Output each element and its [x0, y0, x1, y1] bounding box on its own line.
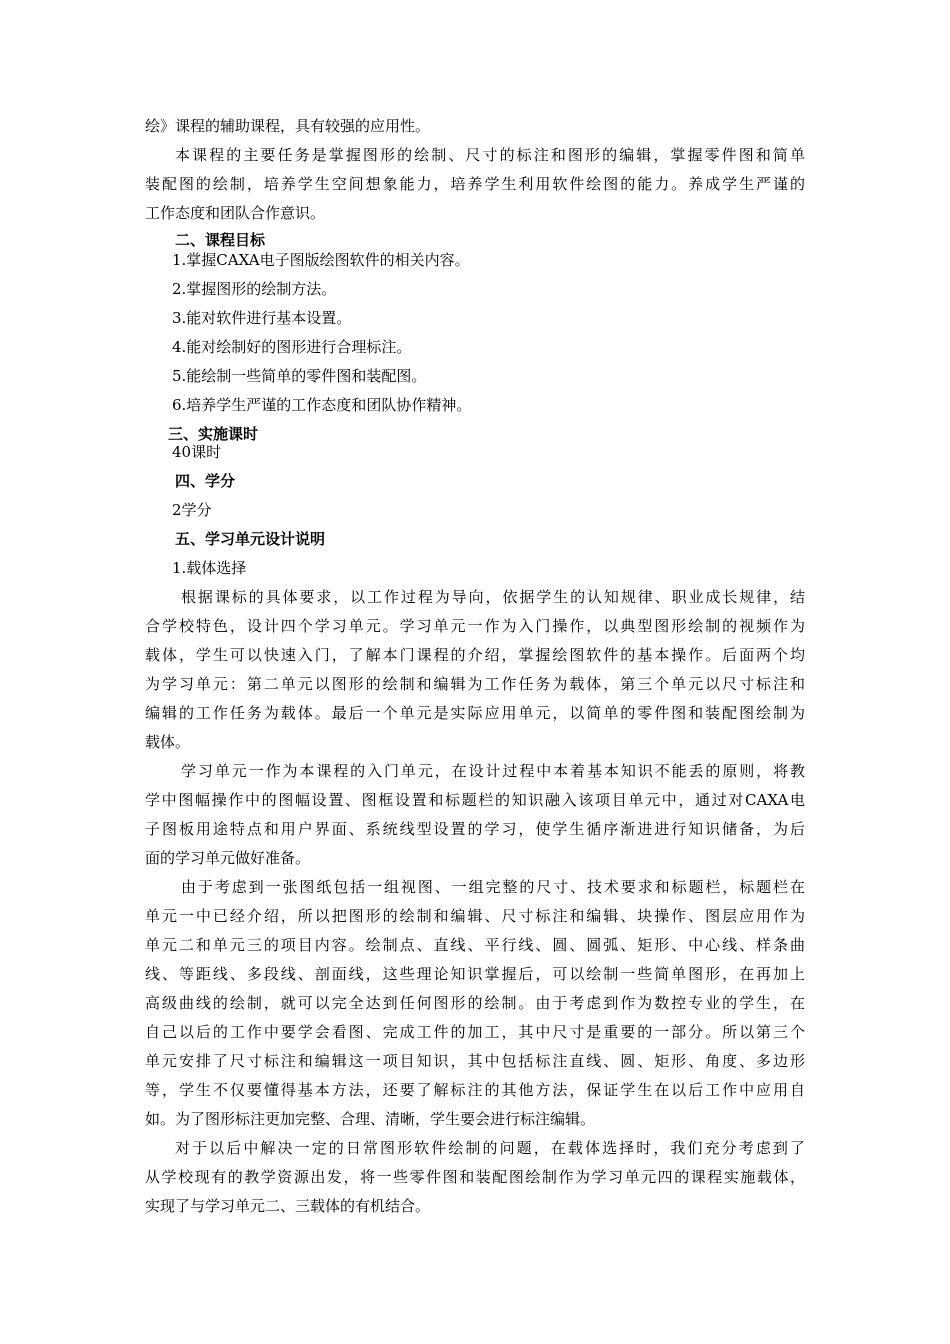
- paragraph-line: 实现了与学习单元二、三载体的有机结合。: [145, 1197, 431, 1215]
- credits-value: 2学分: [172, 501, 212, 519]
- section-heading-course-goals: 二、课程目标: [175, 231, 266, 249]
- subsection-heading-carrier: 1.载体选择: [172, 559, 247, 577]
- intro-line: 绘》课程的辅助课程，具有较强的应用性。: [145, 117, 431, 135]
- section-heading-credits: 四、学分: [175, 472, 236, 490]
- paragraph-line: 编辑的工作任务为载体。最后一个单元是实际应用单元，以简单的零件图和装配图绘制为: [145, 704, 805, 722]
- paragraph-line: 学习单元一作为本课程的入门单元，在设计过程中本着基本知识不能丢的原则，将教: [181, 762, 805, 780]
- paragraph-line: 单元一中已经介绍，所以把图形的绘制和编辑、尺寸标注和编辑、块操作、图层应用作为: [145, 907, 805, 925]
- paragraph-line: 由于考虑到一张图纸包括一组视图、一组完整的尺寸、技术要求和标题栏，标题栏在: [181, 878, 805, 896]
- paragraph-line: 面的学习单元做好准备。: [145, 849, 311, 867]
- intro-paragraph-line: 工作态度和团队合作意识。: [145, 204, 326, 222]
- class-hours-value: 40课时: [172, 443, 222, 461]
- paragraph-line: 线、等距线、多段线、剖面线，这些理论知识掌握后，可以绘制一些简单图形，在再加上: [145, 965, 805, 983]
- paragraph-line: 单元二和单元三的项目内容。绘制点、直线、平行线、圆、圆弧、矩形、中心线、样条曲: [145, 936, 805, 954]
- goal-item: 1.掌握CAXA电子图版绘图软件的相关内容。: [172, 251, 470, 269]
- paragraph-line: 对于以后中解决一定的日常图形软件绘制的问题，在载体选择时，我们充分考虑到了: [175, 1139, 805, 1157]
- paragraph-line: 如。为了图形标注更加完整、合理、清晰，学生要会进行标注编辑。: [145, 1110, 596, 1128]
- paragraph-line: 学中图幅操作中的图幅设置、图框设置和标题栏的知识融入该项目单元中，通过对CAXA电: [145, 791, 805, 809]
- paragraph-line: 为学习单元：第二单元以图形的绘制和编辑为工作任务为载体，第三个单元以尺寸标注和: [145, 675, 805, 693]
- section-heading-unit-design: 五、学习单元设计说明: [175, 530, 326, 548]
- goal-item: 4.能对绘制好的图形进行合理标注。: [172, 338, 412, 356]
- paragraph-line: 高级曲线的绘制，就可以完全达到任何图形的绘制。由于考虑到作为数控专业的学生，在: [145, 994, 805, 1012]
- goal-item: 6.培养学生严谨的工作态度和团队协作精神。: [172, 396, 472, 414]
- paragraph-line: 载体。: [145, 733, 191, 751]
- intro-paragraph-line: 装配图的绘制，培养学生空间想象能力，培养学生利用软件绘图的能力。养成学生严谨的: [145, 175, 805, 193]
- paragraph-line: 子图板用途特点和用户界面、系统线型设置的学习，使学生循序渐进进行知识储备，为后: [145, 820, 805, 838]
- section-heading-class-hours: 三、实施课时: [168, 425, 259, 443]
- paragraph-line: 合学校特色，设计四个学习单元。学习单元一作为入门操作，以典型图形绘制的视频作为: [145, 617, 805, 635]
- paragraph-line: 等，学生不仅要懂得基本方法，还要了解标注的其他方法，保证学生在以后工作中应用自: [145, 1081, 805, 1099]
- intro-paragraph-line: 本课程的主要任务是掌握图形的绘制、尺寸的标注和图形的编辑，掌握零件图和简单: [175, 146, 805, 164]
- paragraph-line: 根据课标的具体要求，以工作过程为导向，依据学生的认知规律、职业成长规律，结: [181, 588, 805, 606]
- paragraph-line: 从学校现有的教学资源出发，将一些零件图和装配图绘制作为学习单元四的课程实施载体，: [145, 1168, 805, 1186]
- paragraph-line: 载体，学生可以快速入门，了解本门课程的介绍，掌握绘图软件的基本操作。后面两个均: [145, 646, 805, 664]
- goal-item: 3.能对软件进行基本设置。: [172, 309, 352, 327]
- paragraph-line: 自己以后的工作中要学会看图、完成工件的加工，其中尺寸是重要的一部分。所以第三个: [145, 1023, 805, 1041]
- paragraph-line: 单元安排了尺寸标注和编辑这一项目知识，其中包括标注直线、圆、矩形、角度、多边形: [145, 1052, 805, 1070]
- goal-item: 2.掌握图形的绘制方法。: [172, 280, 337, 298]
- goal-item: 5.能绘制一些简单的零件图和装配图。: [172, 367, 427, 385]
